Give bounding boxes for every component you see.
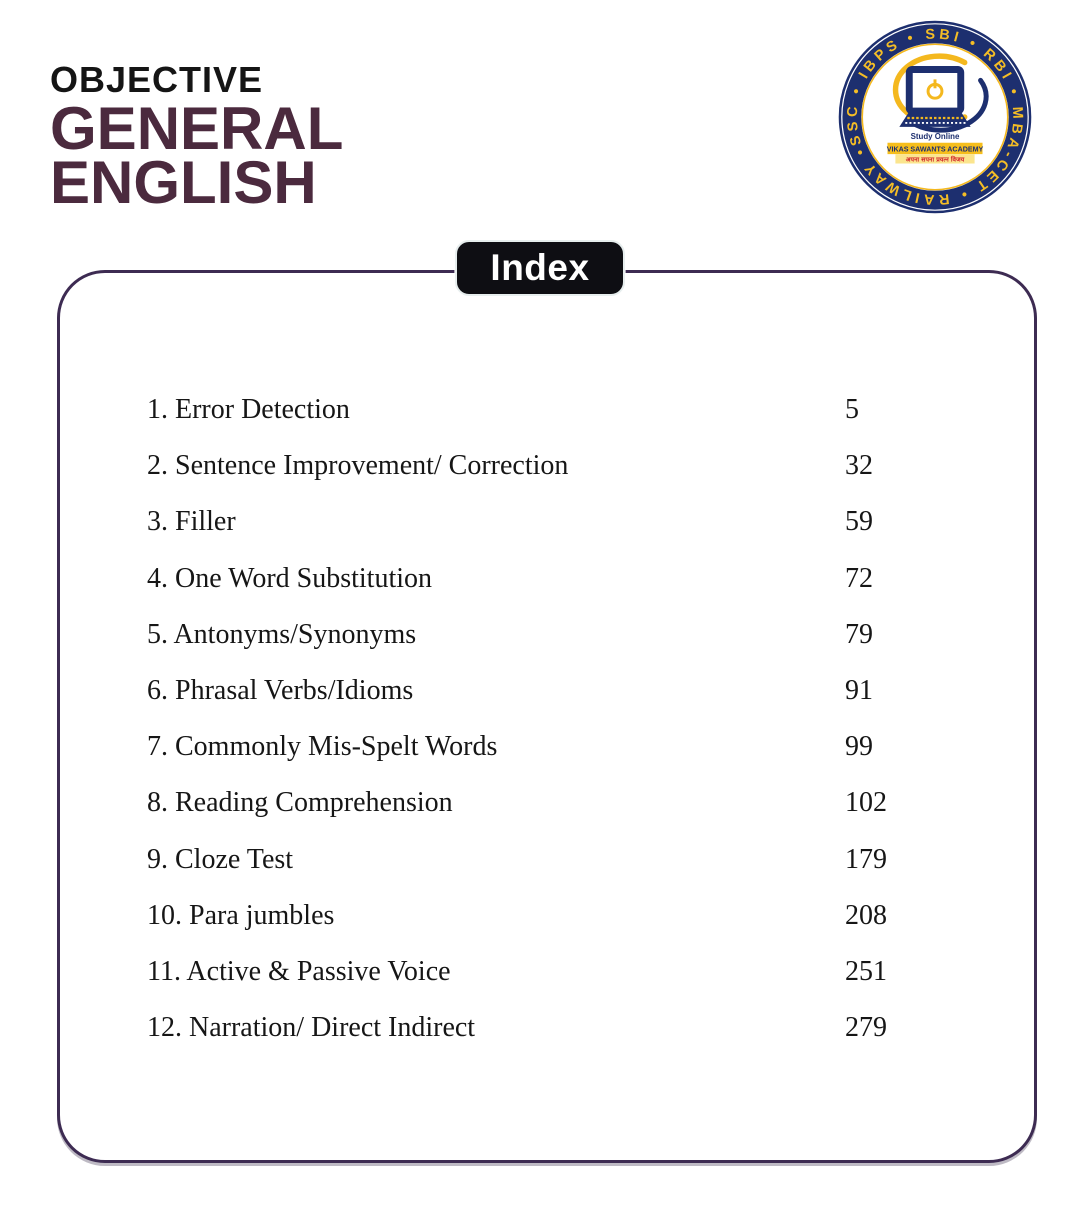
- page-number: 59: [845, 506, 873, 538]
- study-online-text: Study Online: [910, 131, 960, 141]
- index-heading-label: Index: [490, 247, 590, 288]
- page-number: 208: [845, 899, 887, 931]
- chapter-label: 6. Phrasal Verbs/Idioms: [147, 675, 414, 707]
- page-number: 279: [845, 1012, 887, 1044]
- list-item: [147, 719, 927, 775]
- list-item: [147, 607, 927, 663]
- page-number: 251: [845, 955, 887, 987]
- chapter-label: 7. Commonly Mis-Spelt Words: [147, 731, 498, 763]
- index-list: [147, 382, 927, 1056]
- book-title-objective: OBJECTIVE: [50, 59, 264, 100]
- chapter-label: 9. Cloze Test: [147, 843, 294, 875]
- keyboard-icon: [899, 113, 970, 127]
- list-item: [147, 832, 927, 888]
- page-number: 32: [845, 450, 873, 482]
- academy-logo-badge: [836, 18, 1034, 216]
- book-title-english: ENGLISH: [50, 149, 317, 216]
- chapter-label: 11. Active & Passive Voice: [147, 955, 451, 987]
- chapter-label: 5. Antonyms/Synonyms: [147, 618, 417, 650]
- list-item: [147, 438, 927, 494]
- book-title: [50, 59, 344, 216]
- list-item: [147, 551, 927, 607]
- academy-name-text: VIKAS SAWANTS ACADEMY: [886, 145, 984, 154]
- list-item: [147, 888, 927, 944]
- chapter-label: 3. Filler: [147, 506, 236, 538]
- academy-logo: [836, 18, 1034, 216]
- chapter-label: 1. Error Detection: [147, 394, 350, 426]
- index-heading-pill: [455, 240, 625, 296]
- page-number: 179: [845, 843, 887, 875]
- page-number: 102: [845, 787, 887, 819]
- monitor-icon: [909, 69, 960, 111]
- list-item: [147, 494, 927, 550]
- list-item: [147, 944, 927, 1000]
- academy-tagline-text: अपना सपना प्रयत्न विजय: [905, 156, 965, 164]
- list-item: [147, 1000, 927, 1056]
- list-item: [147, 382, 927, 438]
- chapter-label: 2. Sentence Improvement/ Correction: [147, 450, 569, 482]
- page-number: 91: [845, 675, 873, 707]
- page-number: 72: [845, 562, 873, 594]
- chapter-label: 12. Narration/ Direct Indirect: [147, 1012, 476, 1044]
- list-item: [147, 663, 927, 719]
- page-number: 99: [845, 731, 873, 763]
- chapter-label: 8. Reading Comprehension: [147, 787, 453, 819]
- logo-ring-text: SSC • IBPS • SBI • RBI • MBA-CET • RAILWAY •: [844, 26, 1026, 208]
- list-item: [147, 775, 927, 831]
- chapter-label: 4. One Word Substitution: [147, 562, 433, 594]
- chapter-label: 10. Para jumbles: [147, 899, 335, 931]
- book-title-general: GENERAL: [50, 95, 344, 162]
- page-number: 5: [845, 394, 859, 426]
- page-number: 79: [845, 618, 873, 650]
